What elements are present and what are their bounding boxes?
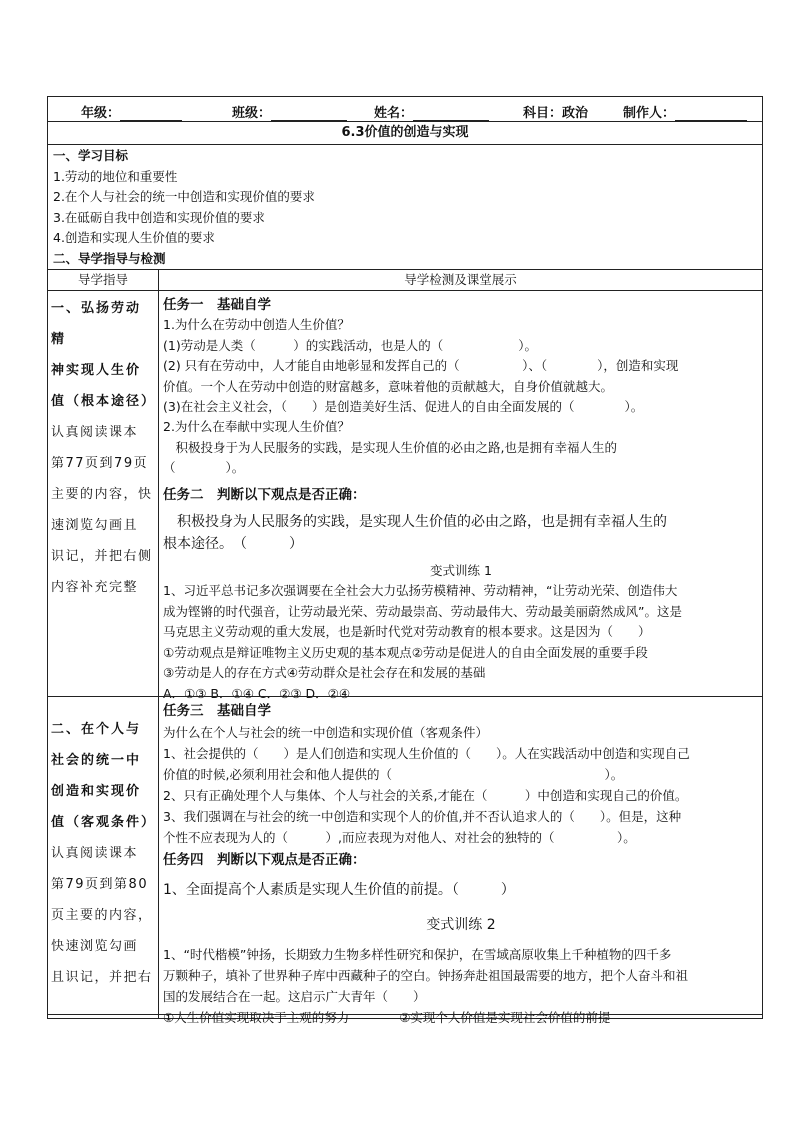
question-line: 1、习近平总书记多次强调要在全社会大力弘扬劳模精神、劳动精神，“让劳动光荣、创造伟大 <box>163 583 678 599</box>
answer-choices: A．①③ B．①④ C．②③ D．②④ <box>163 685 351 701</box>
text-line: 1、社会提供的（ ）是人们创造和实现人生价值的（ ）。人在实践活动中创造和实现自己 <box>163 746 690 761</box>
guide-heading: 二、导学指导与检测 <box>53 250 166 266</box>
option-line: ①人生价值实现取决于主观的努力 ②实现个人价值是实现社会价值的前提 <box>163 1010 611 1025</box>
name-field: 姓名： <box>374 102 489 121</box>
text-line: (2) 只有在劳动中，人才能自由地彰显和发挥自己的（ ）、（ ），创造和实现 <box>163 358 679 374</box>
text-line: 2.为什么在奉献中实现人生价值？ <box>163 419 350 435</box>
page-title: 6.3价值的创造与实现 <box>341 125 469 140</box>
text-line: 个性不应表现为人的（ ）,而应表现为对他人、对社会的独特的（ ）。 <box>163 830 636 845</box>
text-line: 2、只有正确处理个人与集体、个人与社会的关系,才能在（ ）中创造和实现自己的价值。 <box>163 788 688 803</box>
name-blank[interactable] <box>413 108 489 121</box>
objective-item: 3.在砥砺自我中创造和实现价值的要求 <box>53 209 265 225</box>
text-line: 积极投身于为人民服务的实践，是实现人生价值的必由之路,也是拥有幸福人生的 <box>163 439 617 455</box>
task3-title: 任务三 基础自学 <box>163 703 271 719</box>
text-line: 1.为什么在劳动中创造人生价值？ <box>163 317 350 333</box>
text-line: 价值的时候,必须利用社会和他人提供的（ ）。 <box>163 767 624 782</box>
subject-field: 科目：政治 <box>523 106 589 121</box>
text-line: (3)在社会主义社会，（ ）是创造美好生活、促进人的自由全面发展的（ ）。 <box>163 399 644 415</box>
col-head-guide: 导学指导 <box>77 272 128 287</box>
task2-title: 任务二 判断以下观点是否正确： <box>163 486 366 503</box>
question-line: 万颗种子，填补了世界种子库中西藏种子的空白。钟扬奔赴祖国最需要的地方，把个人奋斗和祖 <box>163 968 689 983</box>
col-head-check: 导学检测及课堂展示 <box>404 272 517 287</box>
question-line: 1、“时代楷模”钟扬，长期致力生物多样性研究和保护，在雪域高原收集上千种植物的四千多 <box>163 947 672 962</box>
grade-blank[interactable] <box>120 108 182 121</box>
text-line: 价值。一个人在劳动中创造的财富越多，意味着他的贡献越大，自身价值就越大。 <box>163 378 614 394</box>
objective-item: 4.创造和实现人生价值的要求 <box>53 230 215 245</box>
text-line: 3、我们强调在与社会的统一中创造和实现个人的价值,并不否认追求人的（ ）。但是，这种 <box>163 809 682 824</box>
task4-title: 任务四 判断以下观点是否正确： <box>163 852 366 868</box>
question-line: 马克思主义劳动观的重大发展，也是新时代党对劳动教育的根本要求。这是因为（ ） <box>163 624 651 640</box>
text-line: (1)劳动是人类（ ）的实践活动，也是人的（ ）。 <box>163 337 537 353</box>
objective-item: 1.劳动的地位和重要性 <box>53 168 178 184</box>
variant2-title: 变式训练 2 <box>426 917 496 933</box>
judge-line: 根本途径。 （ ） <box>163 536 303 553</box>
objectives-heading: 一、学习目标 <box>53 148 129 163</box>
section1-guide: 一、弘扬劳动精 神实现人生价 值（根本途径） 认真阅读课本 第77页到79页 主要的内容，快 速浏览勾画且 识记，并把右侧 内容补充完整 <box>51 301 157 595</box>
grade-field: 年级： <box>81 102 182 121</box>
class-field: 班级： <box>232 102 347 121</box>
worksheet-table <box>47 96 763 1025</box>
section2-guide: 二、在个人与 社会的统一中 创造和实现价 值（客观条件） 认真阅读课本 第79页到第80 页主要的内容， 快速浏览勾画 且识记，并把右 <box>51 722 157 985</box>
section2-content <box>163 701 759 1028</box>
learning-objectives <box>53 146 757 269</box>
objective-item: 2.在个人与社会的统一中创造和实现价值的要求 <box>53 189 315 204</box>
section1-content <box>163 295 759 704</box>
task1-title: 任务一 基础自学 <box>163 297 271 313</box>
text-line: （ ）。 <box>163 460 245 476</box>
class-blank[interactable] <box>271 108 347 121</box>
judge-line: 积极投身为人民服务的实践，是实现人生价值的必由之路，也是拥有幸福人生的 <box>163 514 667 531</box>
option-line: ①劳动观点是辩证唯物主义历史观的基本观点②劳动是促进人的自由全面发展的重要手段 <box>163 644 648 660</box>
text-line: 为什么在个人与社会的统一中创造和实现价值（客观条件） <box>163 725 489 740</box>
author-field: 制作人： <box>623 102 747 121</box>
option-line: ③劳动是人的存在方式④劳动群众是社会存在和发展的基础 <box>163 665 486 681</box>
question-line: 成为铿锵的时代强音，让劳动最光荣、劳动最崇高、劳动最伟大、劳动最美丽蔚然成风”。这是 <box>163 603 682 619</box>
header-row <box>48 97 762 121</box>
question-line: 国的发展结合在一起。这启示广大青年（ ） <box>163 989 426 1004</box>
judge-line: 1、全面提高个人素质是实现人生价值的前提。（ ） <box>163 882 515 898</box>
variant1-title: 变式训练 1 <box>430 563 492 579</box>
author-blank[interactable] <box>675 108 747 121</box>
